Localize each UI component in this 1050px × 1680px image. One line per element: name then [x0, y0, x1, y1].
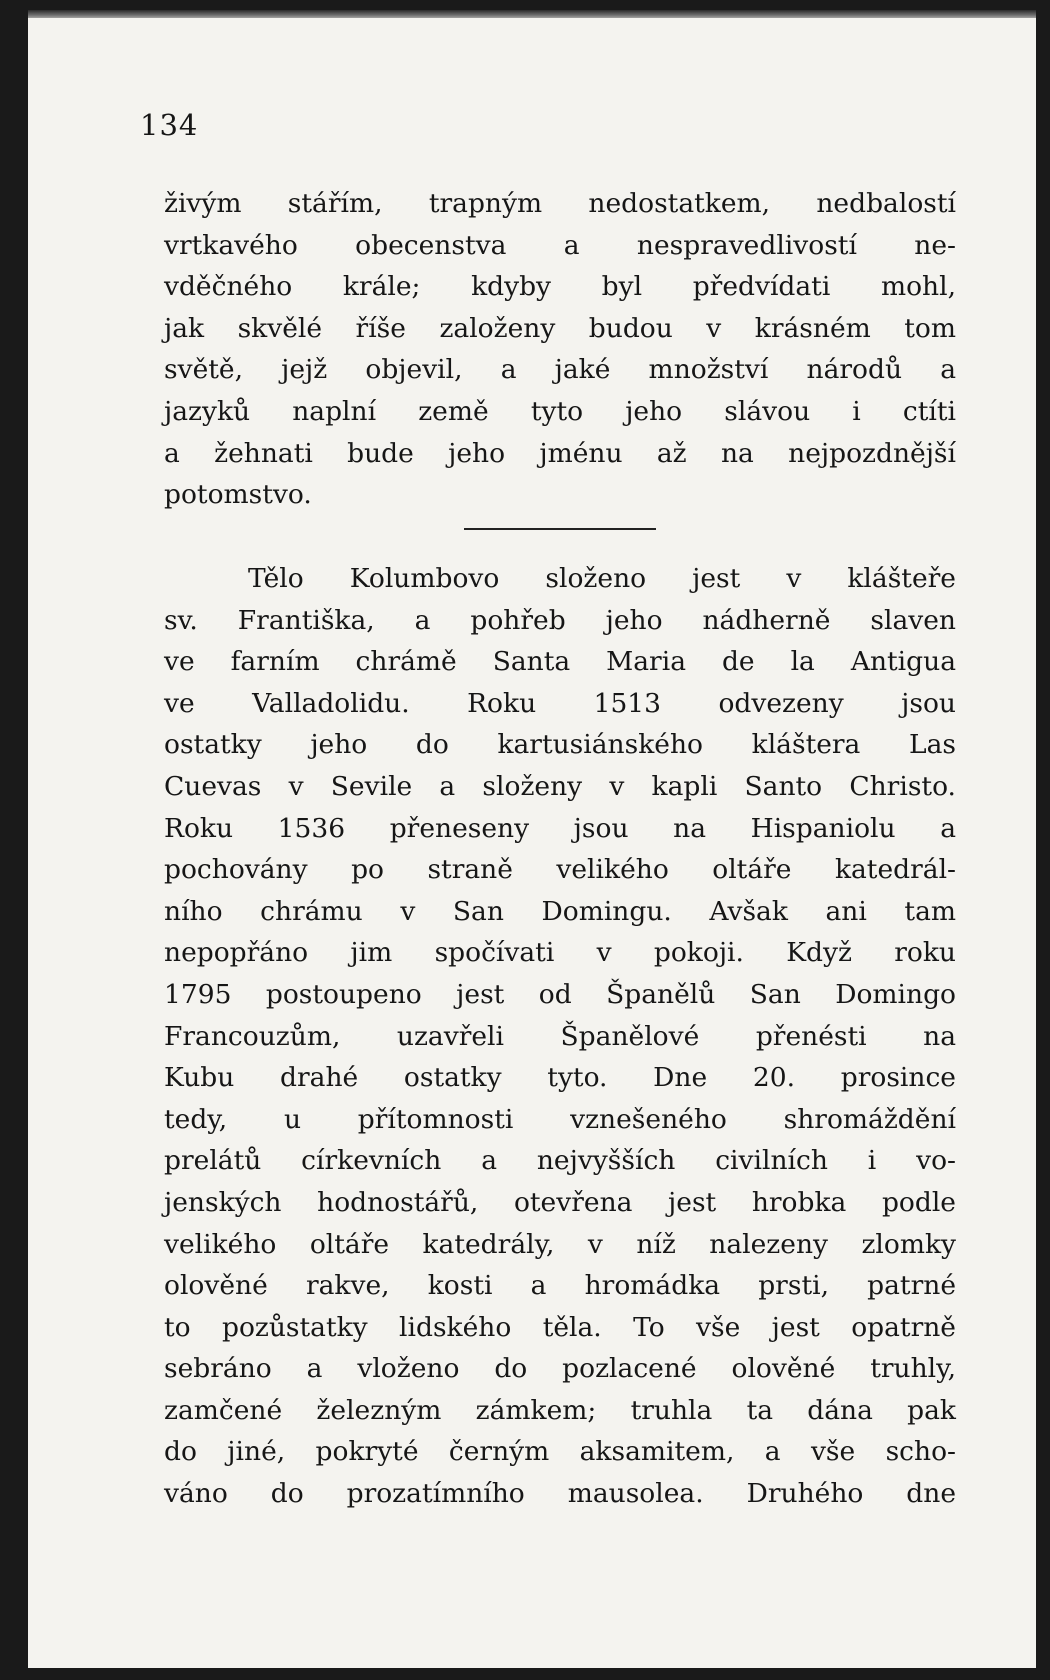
text-line: Roku 1536 přeneseny jsou na Hispaniolu a	[164, 812, 956, 844]
text-line: ního chrámu v San Domingu. Avšak ani tam	[164, 895, 956, 927]
text-line: zamčené železným zámkem; truhla ta dána pak	[164, 1394, 956, 1426]
text-line: sv. Františka, a pohřeb jeho nádherně slaven	[164, 604, 956, 636]
text-line: jak skvělé říše založeny budou v krásném tom	[164, 312, 956, 344]
text-line: nepopřáno jim spočívati v pokoji. Když roku	[164, 937, 956, 969]
text-line: Kubu drahé ostatky tyto. Dne 20. prosince	[164, 1062, 956, 1094]
text-line: ve Valladolidu. Roku 1513 odvezeny jsou	[164, 687, 956, 719]
paragraph-1	[164, 183, 956, 516]
text-line: Francouzům, uzavřeli Španělové přenésti na	[164, 1020, 956, 1052]
text-line: živým stářím, trapným nedostatkem, nedbalostí	[164, 188, 956, 219]
text-line: váno do prozatímního mausolea. Druhého dne	[164, 1478, 956, 1510]
text-line: Cuevas v Sevile a složeny v kapli Santo Christo.	[164, 770, 956, 802]
text-line: Tělo Kolumbovo složeno jest v klášteře	[248, 563, 956, 594]
text-line: tedy, u přítomnosti vznešeného shromáždění	[164, 1103, 956, 1135]
text-line: a žehnati bude jeho jménu až na nejpozdnější	[164, 437, 956, 469]
text-line: prelátů církevních a nejvyšších civilních i vo-	[164, 1145, 956, 1177]
text-line: sebráno a vloženo do pozlacené olověné truhly,	[164, 1353, 956, 1385]
text-line: velikého oltáře katedrály, v níž nalezeny zlomky	[164, 1228, 956, 1260]
text-line: pochovány po straně velikého oltáře katedrál-	[164, 854, 956, 886]
text-line: olověné rakve, kosti a hromádka prsti, patrné	[164, 1270, 956, 1302]
text-line: ve farním chrámě Santa Maria de la Antigua	[164, 646, 956, 678]
text-line: světě, jejž objevil, a jaké množství národů a	[164, 354, 956, 386]
text-line: vděčného krále; kdyby byl předvídati mohl,	[164, 271, 956, 303]
text-line: do jiné, pokryté černým aksamitem, a vše scho-	[164, 1436, 956, 1468]
text-line: potomstvo.	[164, 479, 312, 511]
text-line: jazyků naplní země tyto jeho slávou i ctíti	[164, 395, 956, 427]
text-line: 1795 postoupeno jest od Španělů San Domingo	[164, 978, 956, 1010]
text-line: ostatky jeho do kartusiánského kláštera Las	[164, 729, 956, 761]
section-divider	[464, 528, 656, 530]
text-line: jenských hodnostářů, otevřena jest hrobka podle	[164, 1186, 956, 1218]
paragraph-2	[164, 558, 956, 1515]
text-line: to pozůstatky lidského těla. To vše jest opatrně	[164, 1311, 956, 1343]
text-line: vrtkavého obecenstva a nespravedlivostí ne-	[164, 229, 956, 261]
page-number: 134	[140, 108, 199, 142]
